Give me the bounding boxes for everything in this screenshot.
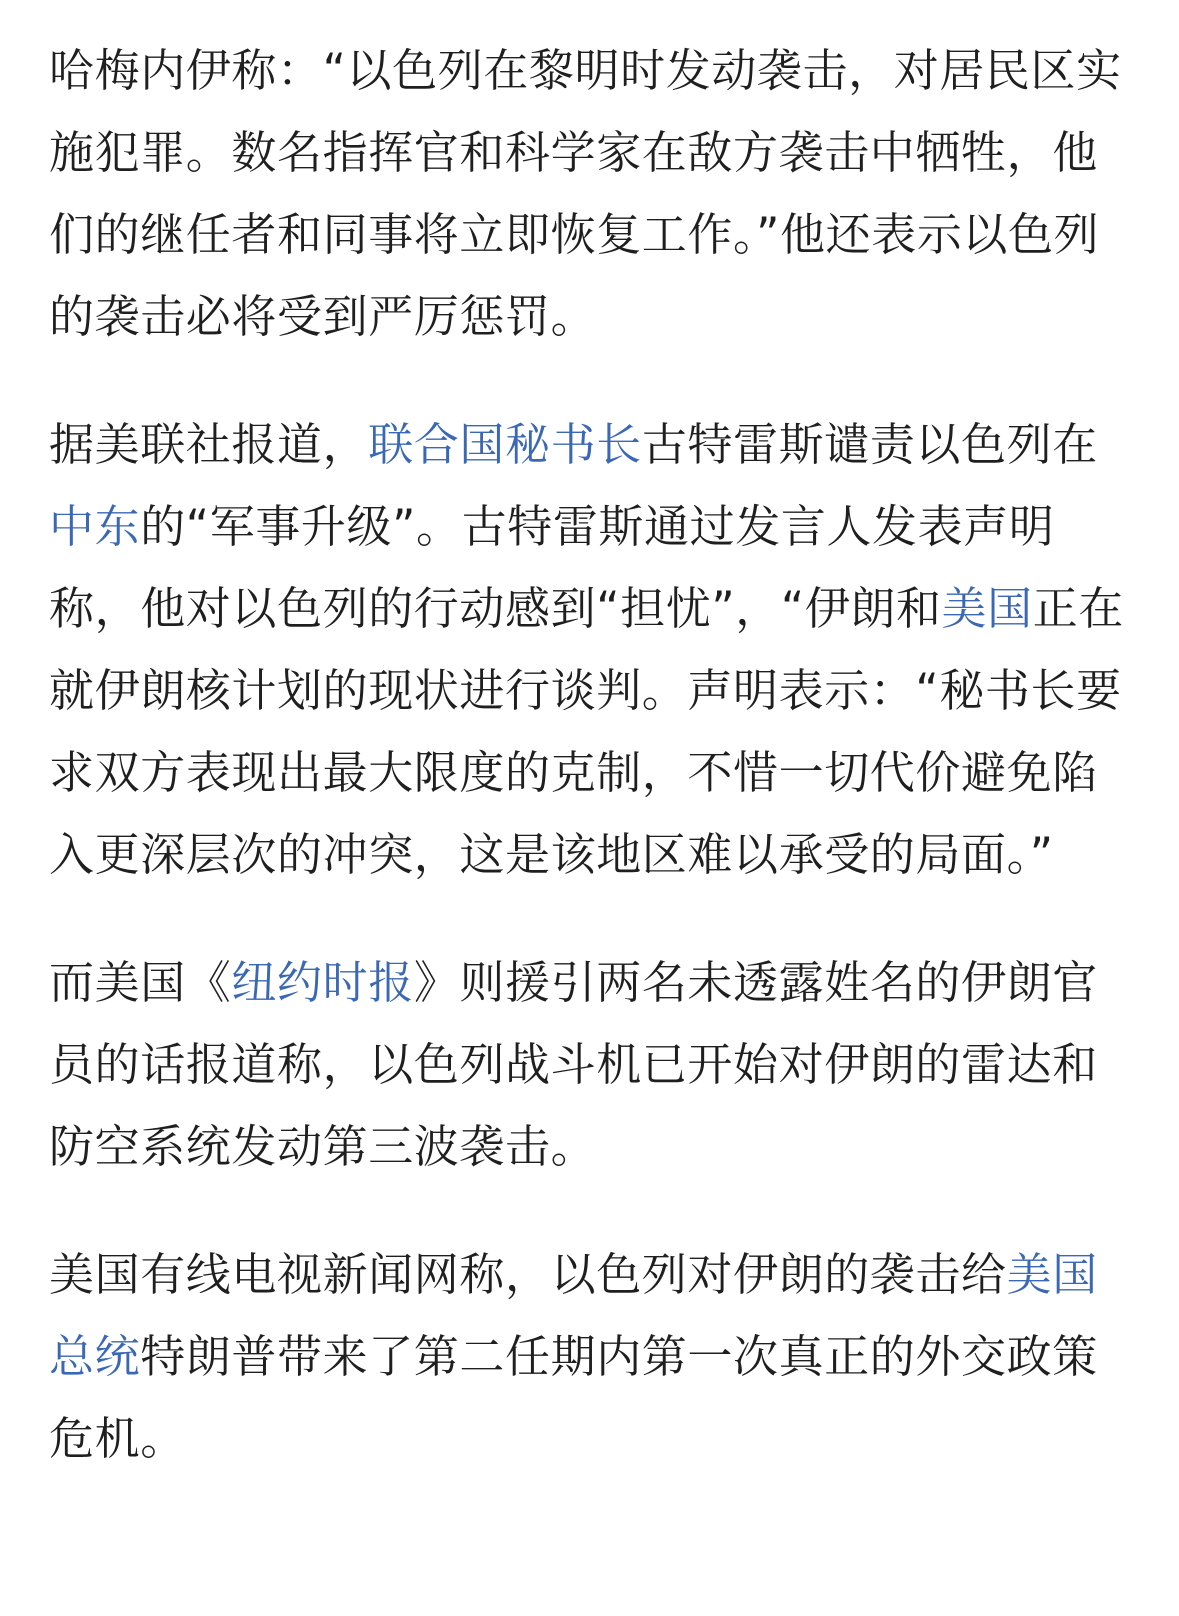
paragraph-text: 正在就伊朗核计划的现状进行谈判。声明表示：“秘书长要求双方表现出最大限度的克制，不惜一切代价避免陷入更深层次的冲突，这是该地区难以承受的局面。”: [49, 582, 1124, 881]
paragraph-text: 特朗普带来了第二任期内第一次真正的外交政策危机。: [49, 1330, 1098, 1465]
paragraph-text: 哈梅内伊称：“以色列在黎明时发动袭击，对居民区实施犯罪。数名指挥官和科学家在敌方袭击中牺牲，他们的继任者和同事将立即恢复工作。”他还表示以色列的袭击必将受到严厉惩罚。: [49, 44, 1122, 343]
paragraph-text: 的“军事升级”。古特雷斯通过发言人发表声明称，他对以色列的行动感到“担忧”，“伊朗和: [49, 500, 1055, 635]
link-middle-east[interactable]: 中东: [49, 500, 141, 553]
link-un-secretary-general[interactable]: 联合国秘书长: [368, 418, 642, 471]
link-us-president[interactable]: 美国总统: [49, 1248, 1098, 1383]
link-new-york-times[interactable]: 纽约时报: [231, 956, 414, 1009]
paragraph-text: 据美联社报道，: [49, 418, 369, 471]
paragraph-text: 》则援引两名未透露姓名的伊朗官员的话报道称，以色列战斗机已开始对伊朗的雷达和防空系统发动第三波袭击。: [49, 956, 1098, 1173]
paragraph-text: 古特雷斯谴责以色列在: [641, 418, 1098, 471]
paragraph-text: 而美国《: [49, 956, 232, 1009]
paragraph-cnn-report: [49, 1234, 1141, 1480]
paragraph-text: 美国有线电视新闻网称，以色列对伊朗的袭击给: [49, 1248, 1007, 1301]
paragraph-nyt-report: [49, 942, 1141, 1188]
paragraph-un-response: [49, 404, 1141, 896]
article-body: [49, 30, 1141, 1480]
paragraph-khamenei-statement: [49, 30, 1141, 358]
link-united-states[interactable]: 美国: [941, 582, 1033, 635]
